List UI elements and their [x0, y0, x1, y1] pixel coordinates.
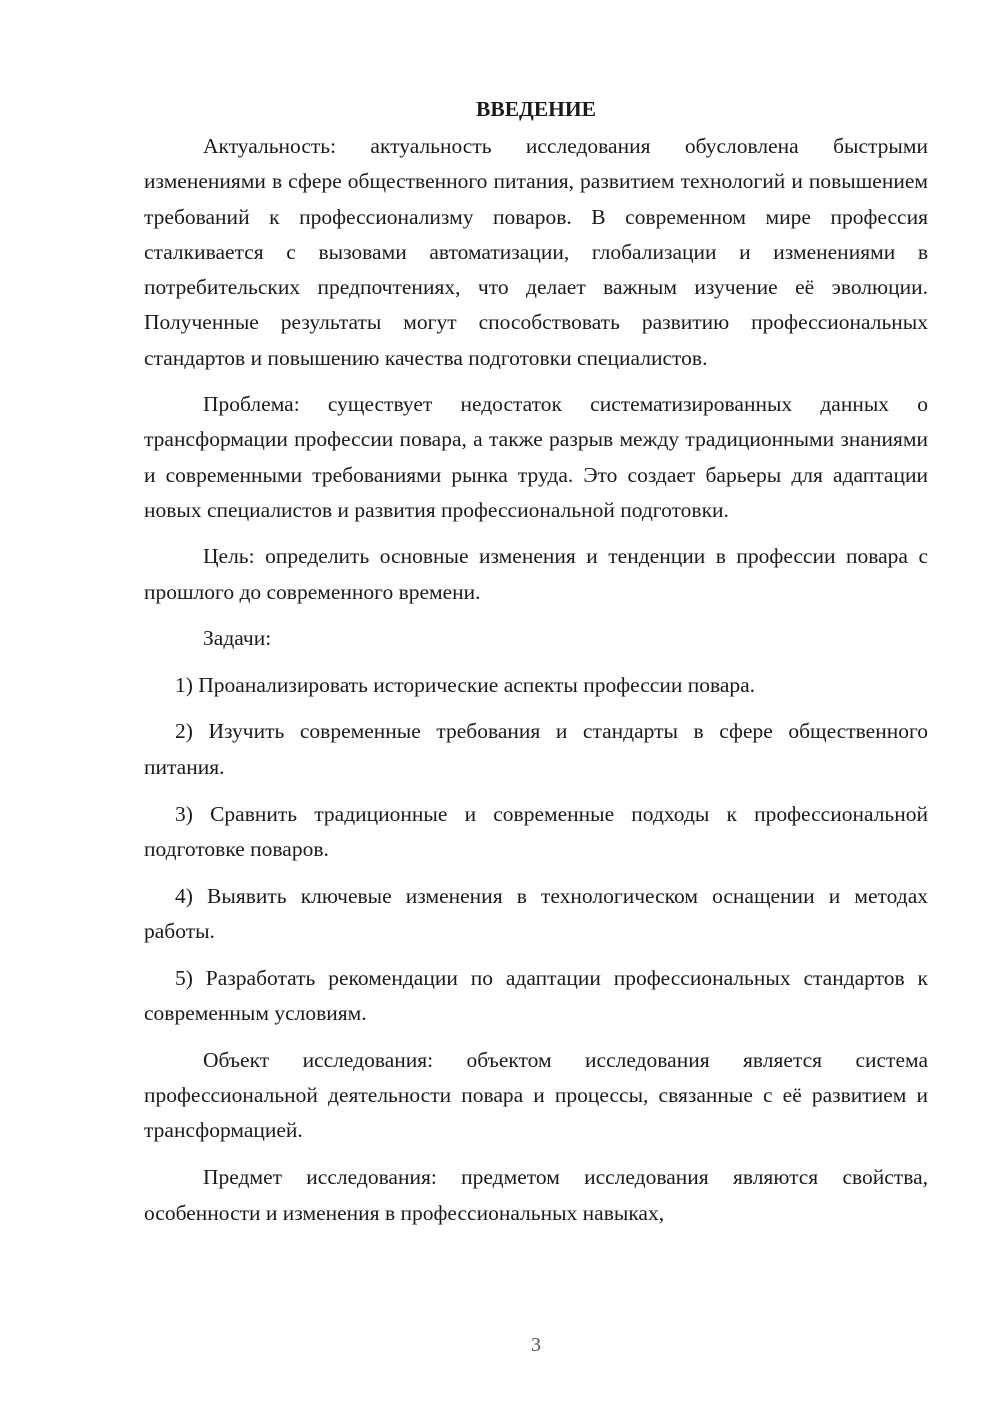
paragraph-relevance: Актуальность: актуальность исследования обусловлена быстрыми изменениями в сфере общественного питания, развитием технологий и повышением требований к профессионализму поваров. В современном мире профессия сталкивается с вызовами автоматизации, глобализации и изменениями в потребительских предпочтениях, что делает важным изучение её эволюции. Полученные результаты могут способствовать развитию профессиональных стандартов и повышению качества подготовки специалистов. — [144, 134, 928, 370]
task-item-1: 1) Проанализировать исторические аспекты профессии повара. — [175, 672, 756, 697]
task-item-3: 3) Сравнить традиционные и современные подходы к профессиональной подготовке поваров. — [144, 801, 928, 861]
task-item-5: 5) Разработать рекомендации по адаптации профессиональных стандартов к современным условиям. — [144, 965, 928, 1026]
task-item-2: 2) Изучить современные требования и стандарты в сфере общественного питания. — [144, 719, 928, 779]
page-number: 3 — [531, 1334, 541, 1356]
tasks-heading: Задачи: — [203, 625, 272, 650]
paragraph-subject: Предмет исследования: предметом исследования являются свойства, особенности и изменения в профессиональных навыках, — [144, 1165, 928, 1225]
section-title: ВВЕДЕНИЕ — [476, 97, 596, 121]
paragraph-goal: Цель: определить основные изменения и тенденции в профессии повара с прошлого до современного времени. — [144, 544, 928, 604]
paragraph-problem: Проблема: существует недостаток систематизированных данных о трансформации профессии повара, а также разрыв между традиционными знаниями и современными требованиями рынка труда. Это создает барьеры для адаптации новых специалистов и развития профессиональной подготовки. — [144, 392, 928, 522]
document-page — [144, 92, 928, 1231]
paragraph-object: Объект исследования: объектом исследования является система профессиональной деятельности повара и процессы, связанные с её развитием и трансформацией. — [144, 1047, 928, 1143]
task-item-4: 4) Выявить ключевые изменения в технологическом оснащении и методах работы. — [144, 883, 928, 943]
